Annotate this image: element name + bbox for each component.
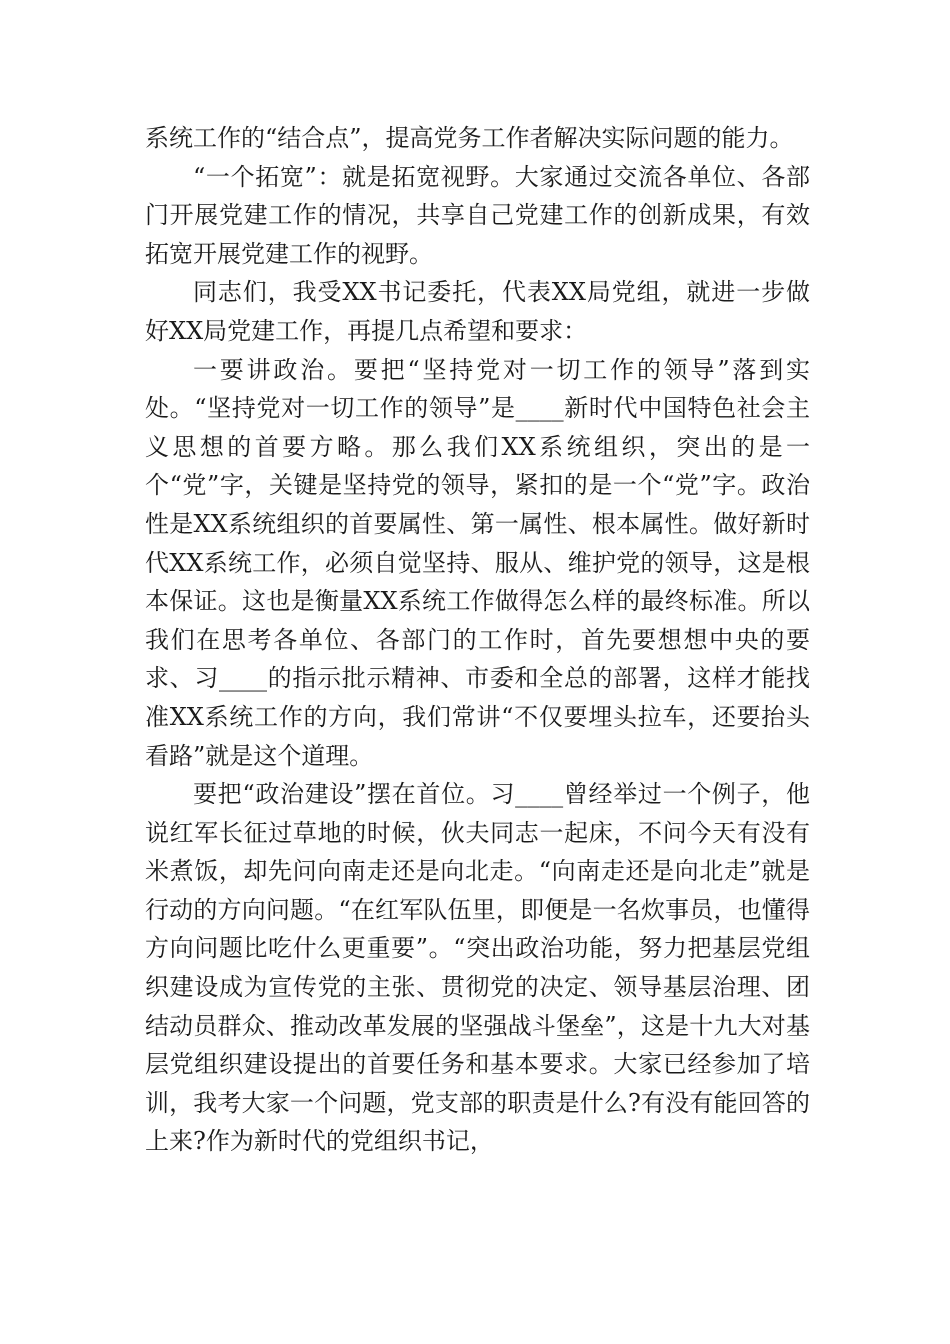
paragraph-1: 系统工作的“结合点”，提高党务工作者解决实际问题的能力。 — [145, 124, 794, 152]
paragraph-3: 同志们，我受XX书记委托，代表XX局党组，就进一步做好XX局党建工作，再提几点希望和要求： — [145, 278, 810, 345]
paragraph-5: 要把“政治建设”摆在首位。习____曾经举过一个例子，他说红军长征过草地的时候，伙夫同志一起床，不问今天有没有米煮饭，却先问向南走还是向北走。“向南走还是向北走”就是行动的方向问题。“在红军队伍里，即便是一名炊事员，也懂得方向问题比吃什么更重要”。“突出政治功能，努力把基层党组织建设成为宣传党的主张、贯彻党的决定、领导基层治理、团结动员群众、推动改革发展的坚强战斗堡垒”，这是十九大对基层党组织建设提出的首要任务和基本要求。大家已经参加了培训，我考大家一个问题，党支部的职责是什么?有没有能回答的上来?作为新时代的党组织书记， — [145, 780, 810, 1156]
document-body — [145, 119, 810, 1161]
paragraph-2: “一个拓宽”：就是拓宽视野。大家通过交流各单位、各部门开展党建工作的情况，共享自己党建工作的创新成果，有效拓宽开展党建工作的视野。 — [145, 162, 810, 268]
paragraph-4: 一要讲政治。要把“坚持党对一切工作的领导”落到实处。“坚持党对一切工作的领导”是____新时代中国特色社会主义思想的首要方略。那么我们XX系统组织，突出的是一个“党”字，关键是坚持党的领导，紧扣的是一个“党”字。政治性是XX系统组织的首要属性、第一属性、根本属性。做好新时代XX系统工作，必须自觉坚持、服从、维护党的领导，这是根本保证。这也是衡量XX系统工作做得怎么样的最终标准。所以我们在思考各单位、各部门的工作时，首先要想想中央的要求、习____的指示批示精神、市委和全总的部署，这样才能找准XX系统工作的方向，我们常讲“不仅要埋头拉车，还要抬头看路”就是这个道理。 — [145, 355, 810, 770]
